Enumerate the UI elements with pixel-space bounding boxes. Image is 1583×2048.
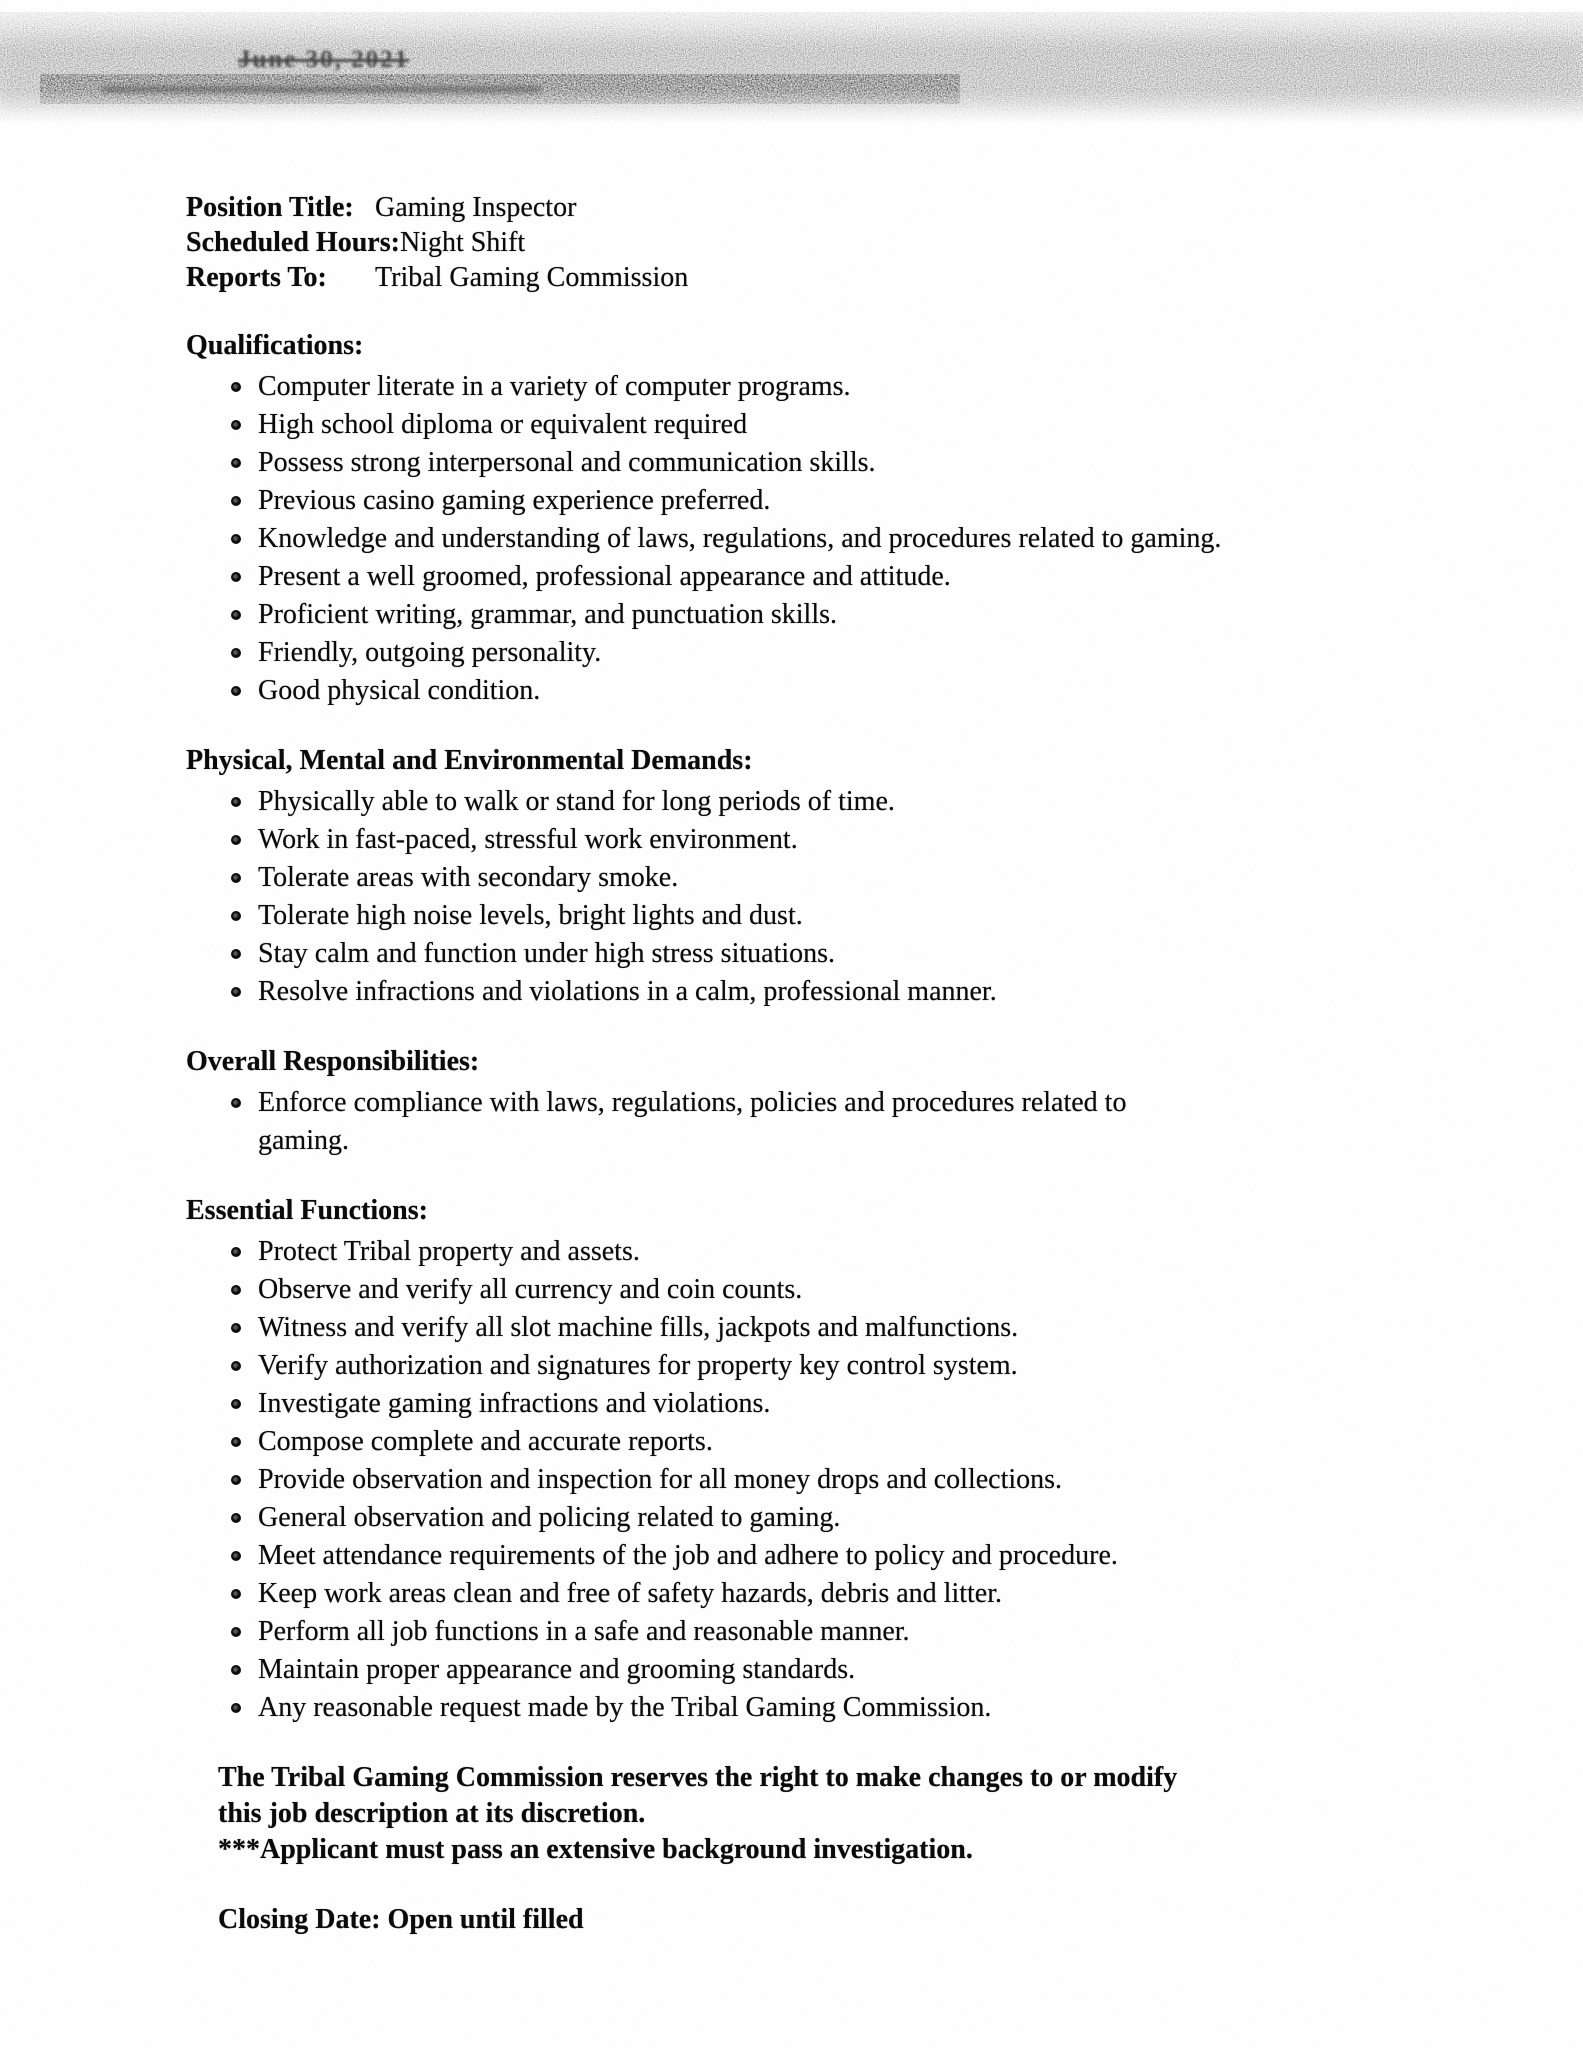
bullet-item — [186, 634, 1583, 672]
bullet-text — [258, 1461, 1583, 1499]
bullet-item — [186, 558, 1583, 596]
bullet-item — [186, 596, 1583, 634]
bullet-line: Stay calm and function under high stress situations. — [258, 938, 836, 969]
bullet-item — [186, 859, 1583, 897]
job-header — [186, 190, 1583, 295]
section-heading: Essential Functions: — [186, 1195, 428, 1226]
bullet-text — [258, 1233, 1583, 1271]
bullet-line: Maintain proper appearance and grooming standards. — [258, 1654, 856, 1685]
bullet-line: Proficient writing, grammar, and punctuation skills. — [258, 599, 837, 630]
bullet-line: Verify authorization and signatures for property key control system. — [258, 1350, 1018, 1381]
bullet-line: Meet attendance requirements of the job and adhere to policy and procedure. — [258, 1540, 1118, 1571]
bullet-dot — [231, 1475, 241, 1485]
bullet-item — [186, 520, 1583, 558]
header-label: Scheduled Hours: — [186, 227, 400, 258]
bullet-item — [186, 1461, 1583, 1499]
bullet-item — [186, 1084, 1583, 1160]
bullet-item — [186, 1423, 1583, 1461]
bullet-dot — [231, 686, 241, 696]
bullet-text — [258, 973, 1583, 1011]
header-label: Reports To: — [186, 262, 327, 293]
bullet-text — [258, 634, 1583, 672]
bullet-line: Perform all job functions in a safe and reasonable manner. — [258, 1616, 910, 1647]
bullet-list — [186, 368, 1583, 710]
bullet-item — [186, 1613, 1583, 1651]
bullet-item — [186, 897, 1583, 935]
section — [186, 1192, 1583, 1727]
closing-line: The Tribal Gaming Commission reserves the right to make changes to or modify — [218, 1762, 1178, 1793]
bullet-dot — [231, 1627, 241, 1637]
faded-date: June 30, 2021 — [238, 46, 410, 73]
bullet-text — [258, 783, 1583, 821]
bullet-item — [186, 1385, 1583, 1423]
bullet-dot — [231, 420, 241, 430]
closing-line: ***Applicant must pass an extensive background investigation. — [218, 1834, 973, 1865]
bullet-list — [186, 1233, 1583, 1727]
bullet-line: Any reasonable request made by the Tribal Gaming Commission. — [258, 1692, 992, 1723]
bullet-item — [186, 1575, 1583, 1613]
bullet-text — [258, 935, 1583, 973]
bullet-dot — [231, 1399, 241, 1409]
bullet-dot — [231, 949, 241, 959]
bullet-dot — [231, 1098, 241, 1108]
bullet-line: Physically able to walk or stand for long periods of time. — [258, 786, 895, 817]
closing-line: this job description at its discretion. — [218, 1798, 646, 1829]
bullet-line: Observe and verify all currency and coin counts. — [258, 1274, 803, 1305]
bullet-text — [258, 1084, 1583, 1160]
bullet-dot — [231, 987, 241, 997]
bullet-item — [186, 1689, 1583, 1727]
bullet-line: Protect Tribal property and assets. — [258, 1236, 640, 1267]
bullet-dot — [231, 1361, 241, 1371]
bullet-line: Work in fast-paced, stressful work environment. — [258, 824, 798, 855]
bullet-line: Tolerate high noise levels, bright lights and dust. — [258, 900, 803, 931]
bullet-line: Keep work areas clean and free of safety hazards, debris and litter. — [258, 1578, 1002, 1609]
bullet-dot — [231, 534, 241, 544]
bullet-line: Previous casino gaming experience preferred. — [258, 485, 771, 516]
bullet-text — [258, 482, 1583, 520]
bullet-line: Investigate gaming infractions and violations. — [258, 1388, 771, 1419]
bullet-item — [186, 935, 1583, 973]
bullet-text — [258, 859, 1583, 897]
header-value: Tribal Gaming Commission — [375, 262, 689, 293]
bullet-text — [258, 1613, 1583, 1651]
bullet-text — [258, 520, 1583, 558]
bullet-item — [186, 368, 1583, 406]
bullet-line: Enforce compliance with laws, regulations, policies and procedures related to — [258, 1087, 1127, 1118]
bullet-item — [186, 672, 1583, 710]
bullet-dot — [231, 1323, 241, 1333]
bullet-text — [258, 558, 1583, 596]
bullet-item — [186, 1309, 1583, 1347]
bullet-line: General observation and policing related to gaming. — [258, 1502, 841, 1533]
bullet-dot — [231, 1437, 241, 1447]
document-content — [186, 190, 1583, 1939]
header-row — [186, 225, 1583, 260]
bullet-item — [186, 821, 1583, 859]
section — [186, 327, 1583, 710]
bullet-line: Resolve infractions and violations in a calm, professional manner. — [258, 976, 997, 1007]
bullet-text — [258, 1385, 1583, 1423]
closing-paragraph — [218, 1760, 1583, 1868]
bullet-text — [258, 1575, 1583, 1613]
bullet-line: Provide observation and inspection for all money drops and collections. — [258, 1464, 1063, 1495]
bullet-dot — [231, 873, 241, 883]
bullet-item — [186, 1499, 1583, 1537]
closing-date: Closing Date: Open until filled — [218, 1904, 584, 1935]
bullet-text — [258, 596, 1583, 634]
bullet-dot — [231, 1247, 241, 1257]
bullet-text — [258, 1499, 1583, 1537]
bullet-list — [186, 1084, 1583, 1160]
bullet-dot — [231, 610, 241, 620]
sections — [186, 327, 1583, 1727]
section — [186, 742, 1583, 1011]
bullet-line: gaming. — [258, 1125, 349, 1156]
bullet-dot — [231, 458, 241, 468]
bullet-text — [258, 1271, 1583, 1309]
bullet-text — [258, 672, 1583, 710]
bullet-text — [258, 821, 1583, 859]
bullet-item — [186, 1233, 1583, 1271]
bullet-dot — [231, 797, 241, 807]
bullet-text — [258, 1347, 1583, 1385]
bullet-item — [186, 783, 1583, 821]
bullet-item — [186, 973, 1583, 1011]
header-row — [186, 190, 1583, 225]
header-row — [186, 260, 1583, 295]
bullet-dot — [231, 1551, 241, 1561]
bullet-item — [186, 1347, 1583, 1385]
header-value: Gaming Inspector — [375, 192, 577, 223]
bullet-dot — [231, 648, 241, 658]
bullet-dot — [231, 911, 241, 921]
bullet-item — [186, 406, 1583, 444]
bullet-text — [258, 1651, 1583, 1689]
bullet-line: Tolerate areas with secondary smoke. — [258, 862, 679, 893]
bullet-line: Friendly, outgoing personality. — [258, 637, 602, 668]
bullet-dot — [231, 572, 241, 582]
bullet-line: Compose complete and accurate reports. — [258, 1426, 713, 1457]
section — [186, 1043, 1583, 1160]
bullet-dot — [231, 1513, 241, 1523]
bullet-text — [258, 1423, 1583, 1461]
bullet-line: Possess strong interpersonal and communication skills. — [258, 447, 876, 478]
bullet-dot — [231, 1665, 241, 1675]
header-label: Position Title: — [186, 192, 354, 223]
bullet-line: Computer literate in a variety of computer programs. — [258, 371, 851, 402]
bullet-dot — [231, 1285, 241, 1295]
bullet-dot — [231, 835, 241, 845]
bullet-line: Knowledge and understanding of laws, regulations, and procedures related to gaming. — [258, 523, 1222, 554]
bullet-text — [258, 406, 1583, 444]
bullet-text — [258, 368, 1583, 406]
bullet-item — [186, 1651, 1583, 1689]
bullet-line: Good physical condition. — [258, 675, 541, 706]
bullet-text — [258, 1689, 1583, 1727]
section-heading: Qualifications: — [186, 330, 364, 361]
bullet-dot — [231, 1589, 241, 1599]
bullet-text — [258, 897, 1583, 935]
smudge-artifact — [102, 86, 540, 93]
bullet-dot — [231, 496, 241, 506]
header-value: Night Shift — [399, 227, 526, 258]
bullet-line: Witness and verify all slot machine fills, jackpots and malfunctions. — [258, 1312, 1019, 1343]
section-heading: Overall Responsibilities: — [186, 1046, 480, 1077]
bullet-item — [186, 444, 1583, 482]
bullet-text — [258, 1309, 1583, 1347]
bullet-line: Present a well groomed, professional appearance and attitude. — [258, 561, 951, 592]
bullet-item — [186, 482, 1583, 520]
bullet-item — [186, 1537, 1583, 1575]
bullet-dot — [231, 1703, 241, 1713]
bullet-line: High school diploma or equivalent required — [258, 409, 748, 440]
section-heading: Physical, Mental and Environmental Demands: — [186, 745, 753, 776]
bullet-item — [186, 1271, 1583, 1309]
bullet-dot — [231, 382, 241, 392]
bullet-text — [258, 1537, 1583, 1575]
bullet-text — [258, 444, 1583, 482]
bullet-list — [186, 783, 1583, 1011]
